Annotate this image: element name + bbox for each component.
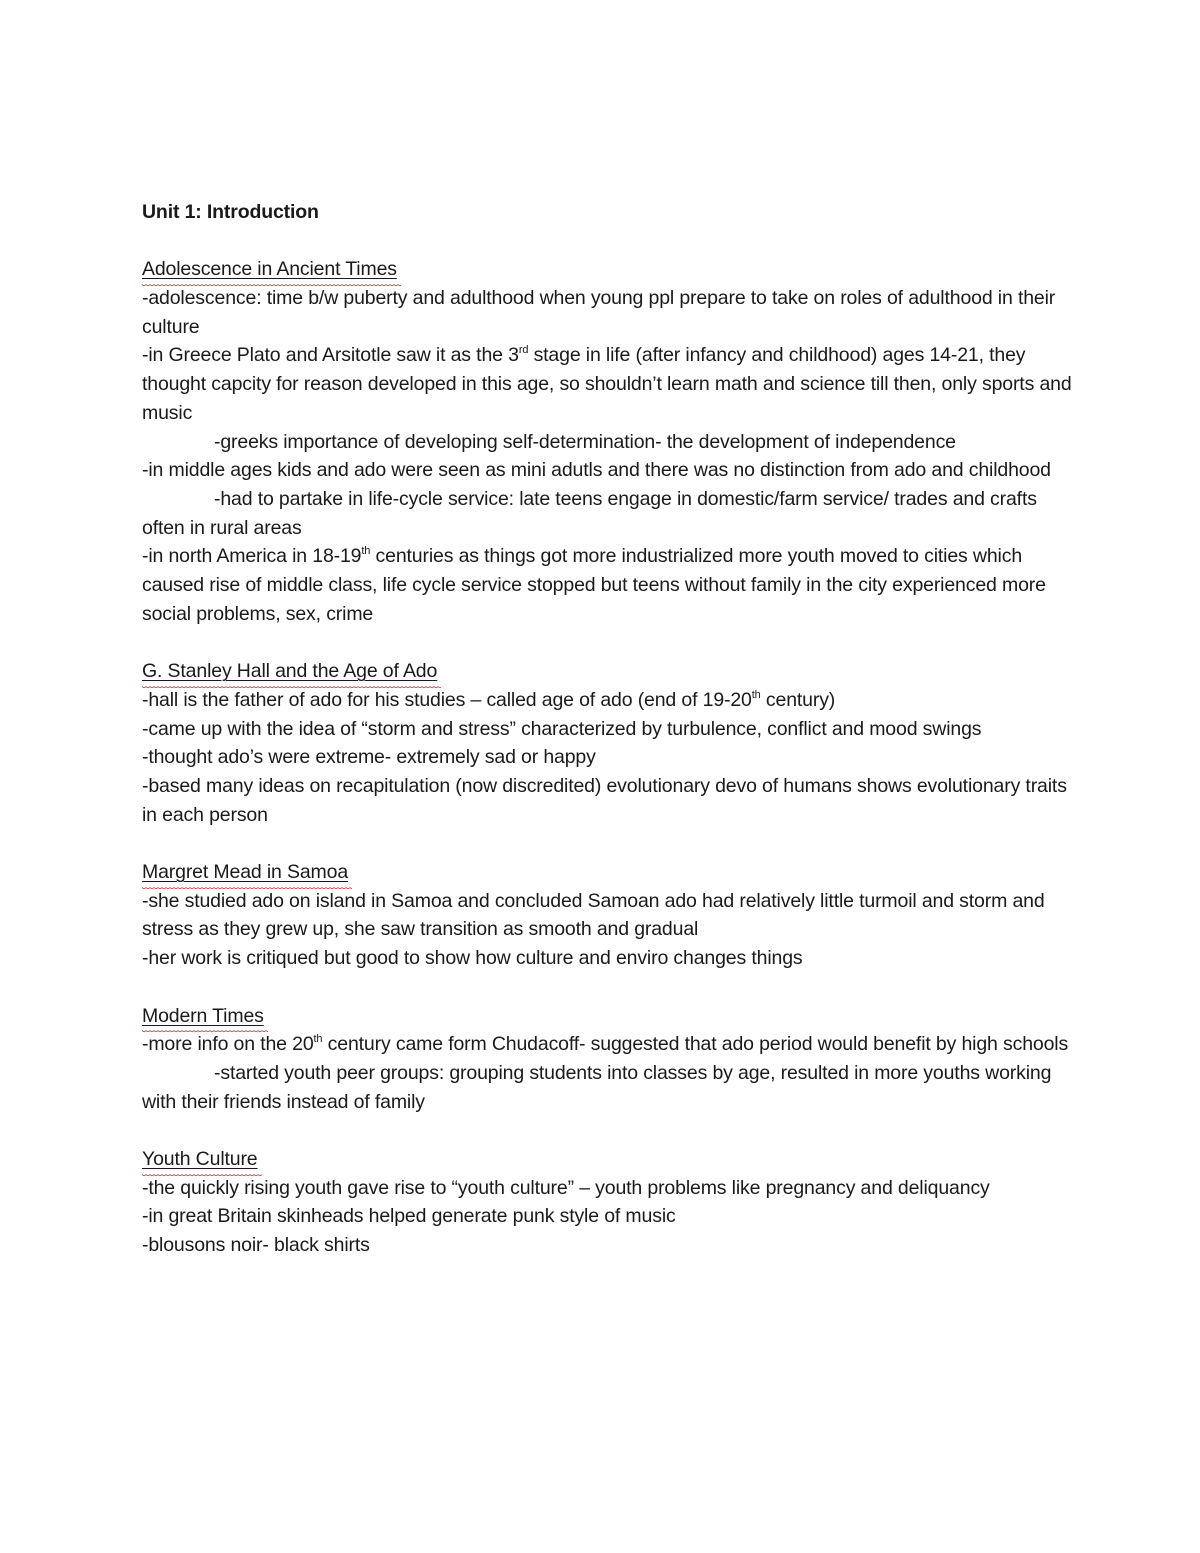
spacer <box>142 629 1082 658</box>
ordinal-superscript: th <box>361 545 371 558</box>
paragraph-text: century came form Chudacoff- suggested that ado period would benefit by high schools <box>322 1033 1069 1056</box>
paragraph-text: -started youth peer groups: grouping students into classes by age, resulted in more youths working with their friends instead of family <box>142 1061 1052 1113</box>
ordinal-superscript: th <box>313 1033 323 1046</box>
note-paragraph <box>142 743 1082 772</box>
note-paragraph <box>142 1174 1082 1203</box>
spacer <box>142 1116 1082 1145</box>
note-paragraph <box>142 542 1082 628</box>
note-paragraph <box>142 284 1082 341</box>
note-paragraph <box>142 1030 1082 1059</box>
paragraph-text: -in middle ages kids and ado were seen as mini adutls and there was no distinction from ado and childhood <box>142 459 1051 482</box>
ordinal-superscript: th <box>751 688 761 701</box>
paragraph-text: -her work is critiqued but good to show how culture and enviro changes things <box>142 947 803 970</box>
note-paragraph <box>142 715 1082 744</box>
paragraph-text: century) <box>760 688 836 711</box>
paragraph-text: -based many ideas on recapitulation (now discredited) evolutionary devo of humans shows evolutionary traits in each person <box>142 774 1067 826</box>
note-paragraph <box>142 456 1082 485</box>
paragraph-text: -greeks importance of developing self-determination- the development of independence <box>214 430 956 453</box>
note-paragraph <box>142 428 1082 457</box>
paragraph-text: -blousons noir- black shirts <box>142 1234 370 1257</box>
note-paragraph <box>142 1059 1082 1116</box>
paragraph-text: -hall is the father of ado for his studies – called age of ado (end of 19-20 <box>142 688 752 711</box>
paragraph-text: -came up with the idea of “storm and stress” characterized by turbulence, conflict and mood swings <box>142 717 982 740</box>
section-heading-row <box>142 858 1082 887</box>
paragraph-text: stage in life (after infancy and childhood) ages 14-21, they thought capcity for reason developed in this age, so shouldn’t learn math and science till then, only sports and music <box>142 344 1072 424</box>
note-paragraph <box>142 887 1082 944</box>
note-paragraph <box>142 772 1082 829</box>
section-heading: Margret Mead in Samoa <box>142 858 348 887</box>
paragraph-text: -more info on the 20 <box>142 1033 314 1056</box>
section-heading-row <box>142 255 1082 284</box>
spacer <box>142 973 1082 1002</box>
section-heading: G. Stanley Hall and the Age of Ado <box>142 657 437 686</box>
paragraph-text: -she studied ado on island in Samoa and concluded Samoan ado had relatively little turmoil and storm and stress as they grew up, she saw transition as smooth and gradual <box>142 889 1045 941</box>
paragraph-text: -in great Britain skinheads helped generate punk style of music <box>142 1205 676 1228</box>
section-heading-row <box>142 657 1082 686</box>
document-title: Unit 1: Introduction <box>142 201 319 223</box>
paragraph-text: -had to partake in life-cycle service: late teens engage in domestic/farm service/ trades and crafts often in rural areas <box>142 487 1037 539</box>
document-page <box>142 198 1082 1260</box>
section-heading: Modern Times <box>142 1002 264 1031</box>
ordinal-superscript: rd <box>518 344 529 357</box>
note-paragraph <box>142 686 1082 715</box>
paragraph-text: -in north America in 18-19 <box>142 545 362 568</box>
paragraph-text: -the quickly rising youth gave rise to “youth culture” – youth problems like pregnancy and deliquancy <box>142 1176 990 1199</box>
note-paragraph <box>142 1202 1082 1231</box>
paragraph-text: -thought ado’s were extreme- extremely sad or happy <box>142 746 596 769</box>
section-heading-row <box>142 1002 1082 1031</box>
document-body <box>142 255 1082 1259</box>
paragraph-text: -in Greece Plato and Arsitotle saw it as the 3 <box>142 344 519 367</box>
spacer <box>142 829 1082 858</box>
section-heading-row <box>142 1145 1082 1174</box>
section-heading: Youth Culture <box>142 1145 258 1174</box>
section-heading: Adolescence in Ancient Times <box>142 255 397 284</box>
note-paragraph <box>142 1231 1082 1260</box>
note-paragraph <box>142 341 1082 427</box>
note-paragraph <box>142 485 1082 542</box>
paragraph-text: centuries as things got more industrialized more youth moved to cities which caused rise of middle class, life cycle service stopped but teens without family in the city experienced more social problems, sex, crime <box>142 545 1046 625</box>
spacer <box>142 227 1082 256</box>
paragraph-text: -adolescence: time b/w puberty and adulthood when young ppl prepare to take on roles of adulthood in their culture <box>142 287 1056 338</box>
note-paragraph <box>142 944 1082 973</box>
